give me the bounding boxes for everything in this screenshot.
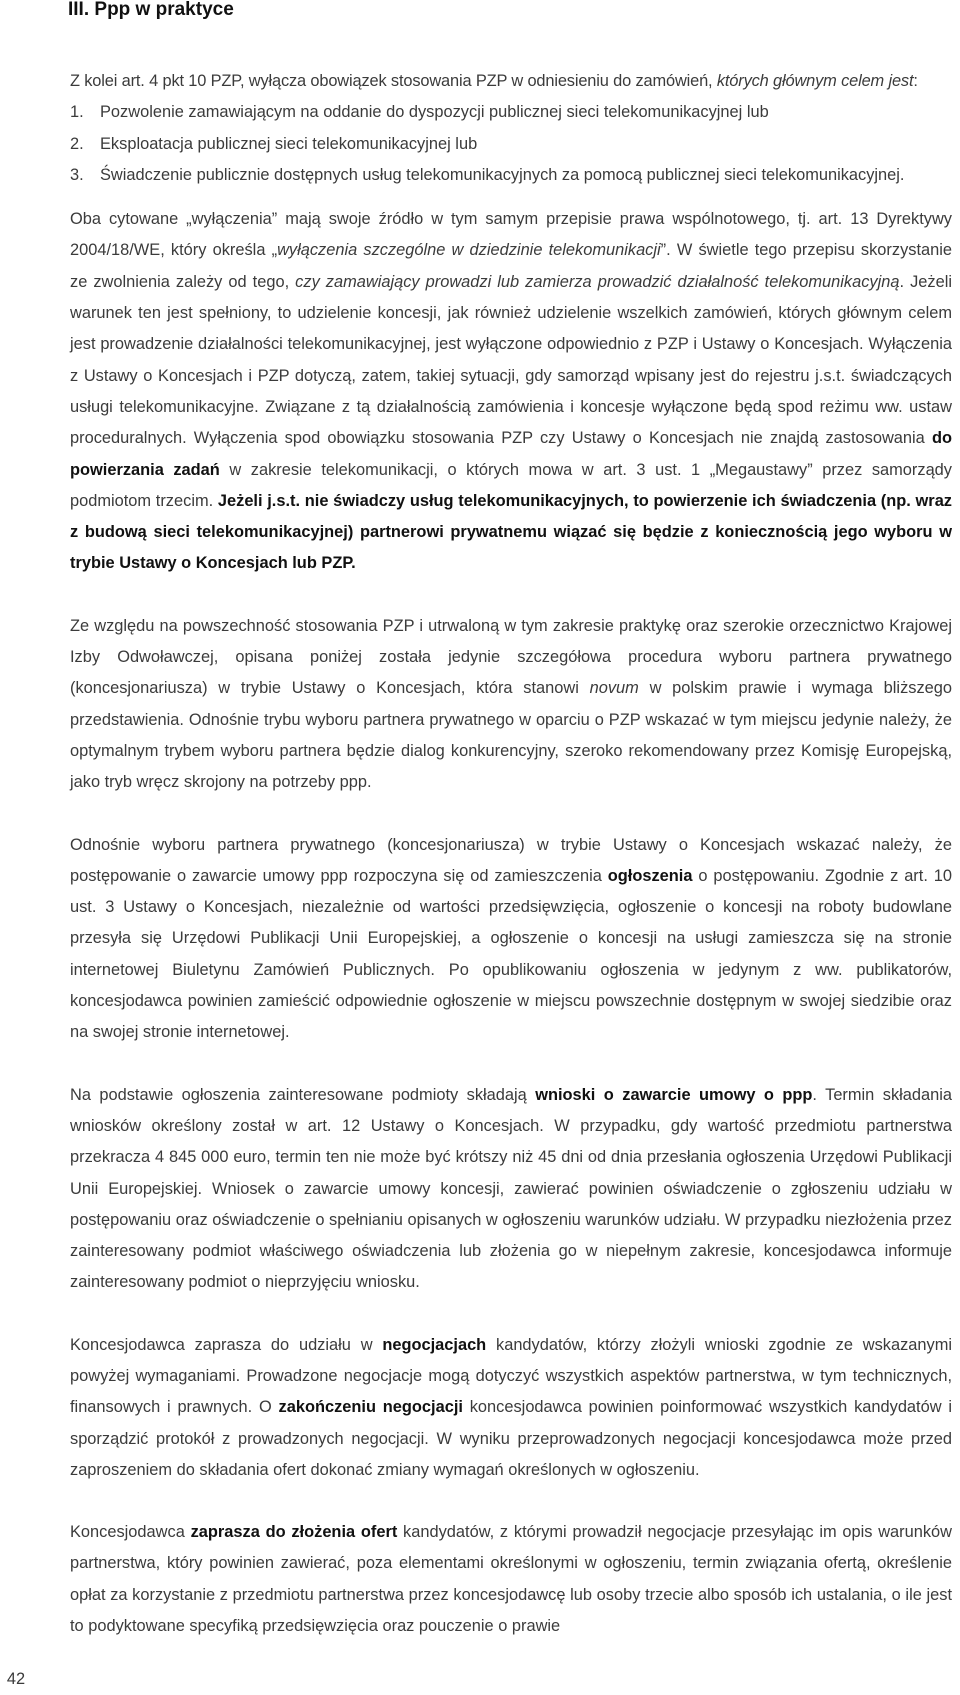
text-run: koncesjodawca powinien poinformować wszystkich kandydatów i sporządzić protokół z prowadzonych negocjacji. W wyniku przeprowadzonych negocjacji koncesjodawca może przed zaproszeniem do składania ofert dokonać zmiany wymagań określonych w ogłoszeniu. [70, 1398, 952, 1479]
list-item-number: 2. [70, 134, 84, 153]
text-run: . Termin składania wniosków określony został w art. 12 Ustawy o Koncesjach. W przypadku, gdy wartość przedmiotu partnerstwa przekracza 4 845 000 euro, termin ten nie może być krótszy niż 45 dni od dnia przesłania ogłoszenia Urzędowi Publikacji Unii Europejskiej. Wniosek o zawarcie umowy koncesji, zawierać powinien oświadczenie o zgłoszeniu udziału w postępowaniu oraz oświadczenie o spełnianiu opisanych w ogłoszeniu warunków udziału. W przypadku niezłożenia przez zainteresowany podmiot właściwego oświadczenia lub złożenia go w niepełnym zakresie, koncesjodawca informuje zainteresowany podmiot o nieprzyjęciu wniosku. [70, 1085, 952, 1292]
text-run: w polskim prawie i wymaga bliższego przedstawienia. Odnośnie trybu wyboru partnera prywatnego w oparciu o PZP wskazać w tym miejscu jedynie należy, że optymalnym trybem wyboru partnera będzie dialog konkurencyjny, szeroko rekomendowany przez Komisję Europejską, jako tryb wręcz skrojony na potrzeby ppp. [70, 679, 953, 792]
paragraph-negotiations [70, 1330, 952, 1486]
paragraph-applications [70, 1080, 952, 1299]
intro-italic: których głównym celem jest [716, 72, 914, 90]
section-heading: III. Ppp w praktyce [68, 0, 234, 20]
bold-run: Jeżeli j.s.t. nie świadczy usług telekomunikacyjnych, to powierzenie ich świadczenia (np. wraz z budową sieci telekomunikacyjnej) partnerowi prywatnemu wiązać się będzie z koniecznością jego wyboru w trybie Ustawy o Koncesjach lub PZP. [70, 491, 952, 573]
bold-run: negocjacjach [382, 1335, 487, 1354]
page-number: 42 [6, 1670, 26, 1688]
text-run: Odnośnie wyboru partnera prywatnego (koncesjonariusza) w trybie Ustawy o Koncesjach wskazać należy, że postępowanie o zawarcie umowy ppp rozpoczyna się od zamieszczenia [70, 835, 952, 885]
text-run: ”. W świetle tego przepisu skorzystanie ze zwolnienia zależy od tego, [70, 241, 953, 291]
text-run: kandydatów, z którymi prowadził negocjacje przesyłając im opis warunków partnerstwa, który powinien zawierać, poza elementami określonymi w ogłoszeniu, termin związania ofertą, określenie opłat za korzystanie z przedmiotu partnerstwa przez koncesjodawcę lub osoby trzecie albo sposób ich ustalania, o ile jest to podyktowane specyfiką przedsięwzięcia oraz pouczenie o prawie [70, 1523, 952, 1636]
italic-run: czy zamawiający prowadzi lub zamierza prowadzić działalność telekomunikacyjną [295, 272, 900, 291]
list-item-number: 1. [70, 103, 84, 122]
text-run: Oba cytowane „wyłączenia” mają swoje źródło w tym samym przepisie prawa wspólnotowego, tj. art. 13 Dyrektywy 2004/18/WE, który określa „ [70, 210, 952, 260]
exclusions-list [70, 97, 952, 191]
bold-run: wnioski o zawarcie umowy o ppp [535, 1085, 813, 1104]
text-run: Na podstawie ogłoszenia zainteresowane podmioty składają [70, 1085, 536, 1104]
paragraph-procedure-intro [70, 611, 952, 799]
list-item [70, 97, 952, 128]
paragraph-announcement [70, 830, 952, 1049]
bold-run: zakończeniu negocjacji [278, 1398, 463, 1417]
italic-run: novum [589, 679, 639, 698]
list-item [70, 160, 952, 191]
text-run: o postępowaniu. Zgodnie z art. 10 ust. 3 Ustawy o Koncesjach, niezależnie od wartości przedsięwzięcia, ogłoszenie o koncesji na roboty budowlane przesyła się Urzędowi Publikacji Unii Europejskiej, a ogłoszenie o koncesji na usługi zamieszcza się na stronie internetowej Biuletynu Zamówień Publicznych. Po opublikowaniu ogłoszenia w jedynym z ww. publikatorów, koncesjodawca powinien zamieścić odpowiednie ogłoszenie w miejscu powszechnie dostępnym w swojej siedzibie oraz na swojej stronie internetowej. [70, 866, 952, 1042]
list-item-text: Eksploatacja publicznej sieci telekomunikacyjnej lub [100, 134, 478, 153]
text-run: Koncesjodawca zaprasza do udziału w [70, 1335, 383, 1354]
text-run: Ze względu na powszechność stosowania PZP i utrwaloną w tym zakresie praktykę oraz szerokie orzecznictwo Krajowej Izby Odwoławczej, opisana poniżej została jedynie szczegółowa procedura wyboru partnera prywatnego (koncesjonariusza) w trybie Ustawy o Koncesjach, która stanowi [70, 616, 952, 698]
intro-paragraph [70, 66, 952, 97]
text-run: w zakresie telekomunikacji, o których mowa w art. 3 ust. 1 „Megaustawy” przez samorządy podmiotom trzecim. [70, 460, 952, 510]
italic-run: wyłączenia szczególne w dziedzinie telekomunikacji [277, 241, 661, 260]
intro-text-2: : [913, 72, 918, 90]
list-item-text: Świadczenie publicznie dostępnych usług telekomunikacyjnych za pomocą publicznej sieci telekomunikacyjnej. [100, 165, 905, 184]
bold-run: do powierzania zadań [70, 429, 952, 479]
text-run: . Jeżeli warunek ten jest spełniony, to udzielenie koncesji, jak również udzielenie wszelkich zamówień, których głównym celem jest prowadzenie działalności telekomunikacyjnej, jest wyłączone odpowiednio z PZP i Ustawy o Koncesjach. Wyłączenia z Ustawy o Koncesjach i PZP dotyczą, zatem, takiej sytuacji, gdy samorząd wpisany jest do rejestru j.s.t. świadczących usługi telekomunikacyjne. Związane z tą działalnością zamówienia i koncesje wyłączone będą spod reżimu ww. ustaw proceduralnych. Wyłączenia spod obowiązku stosowania PZP czy Ustawy o Koncesjach nie znajdą zastosowania [70, 272, 952, 448]
text-run: Koncesjodawca [70, 1523, 191, 1542]
paragraph-telecom-exclusions [70, 204, 952, 580]
bold-run: zaprasza do złożenia ofert [190, 1523, 398, 1542]
bold-run: ogłoszenia [607, 866, 693, 885]
list-item-text: Pozwolenie zamawiającym na oddanie do dyspozycji publicznej sieci telekomunikacyjnej lub [100, 103, 769, 122]
page-content [70, 66, 952, 1642]
list-item-number: 3. [70, 165, 84, 184]
intro-text-1: Z kolei art. 4 pkt 10 PZP, wyłącza obowiązek stosowania PZP w odniesieniu do zamówień, [70, 72, 717, 90]
list-item [70, 129, 952, 160]
text-run: kandydatów, którzy złożyli wnioski zgodnie ze wskazanymi powyżej wymaganiami. Prowadzone negocjacje mogą dotyczyć wszystkich aspektów partnerstwa, w tym technicznych, finansowych i prawnych. O [70, 1335, 953, 1417]
paragraph-offers [70, 1517, 952, 1642]
